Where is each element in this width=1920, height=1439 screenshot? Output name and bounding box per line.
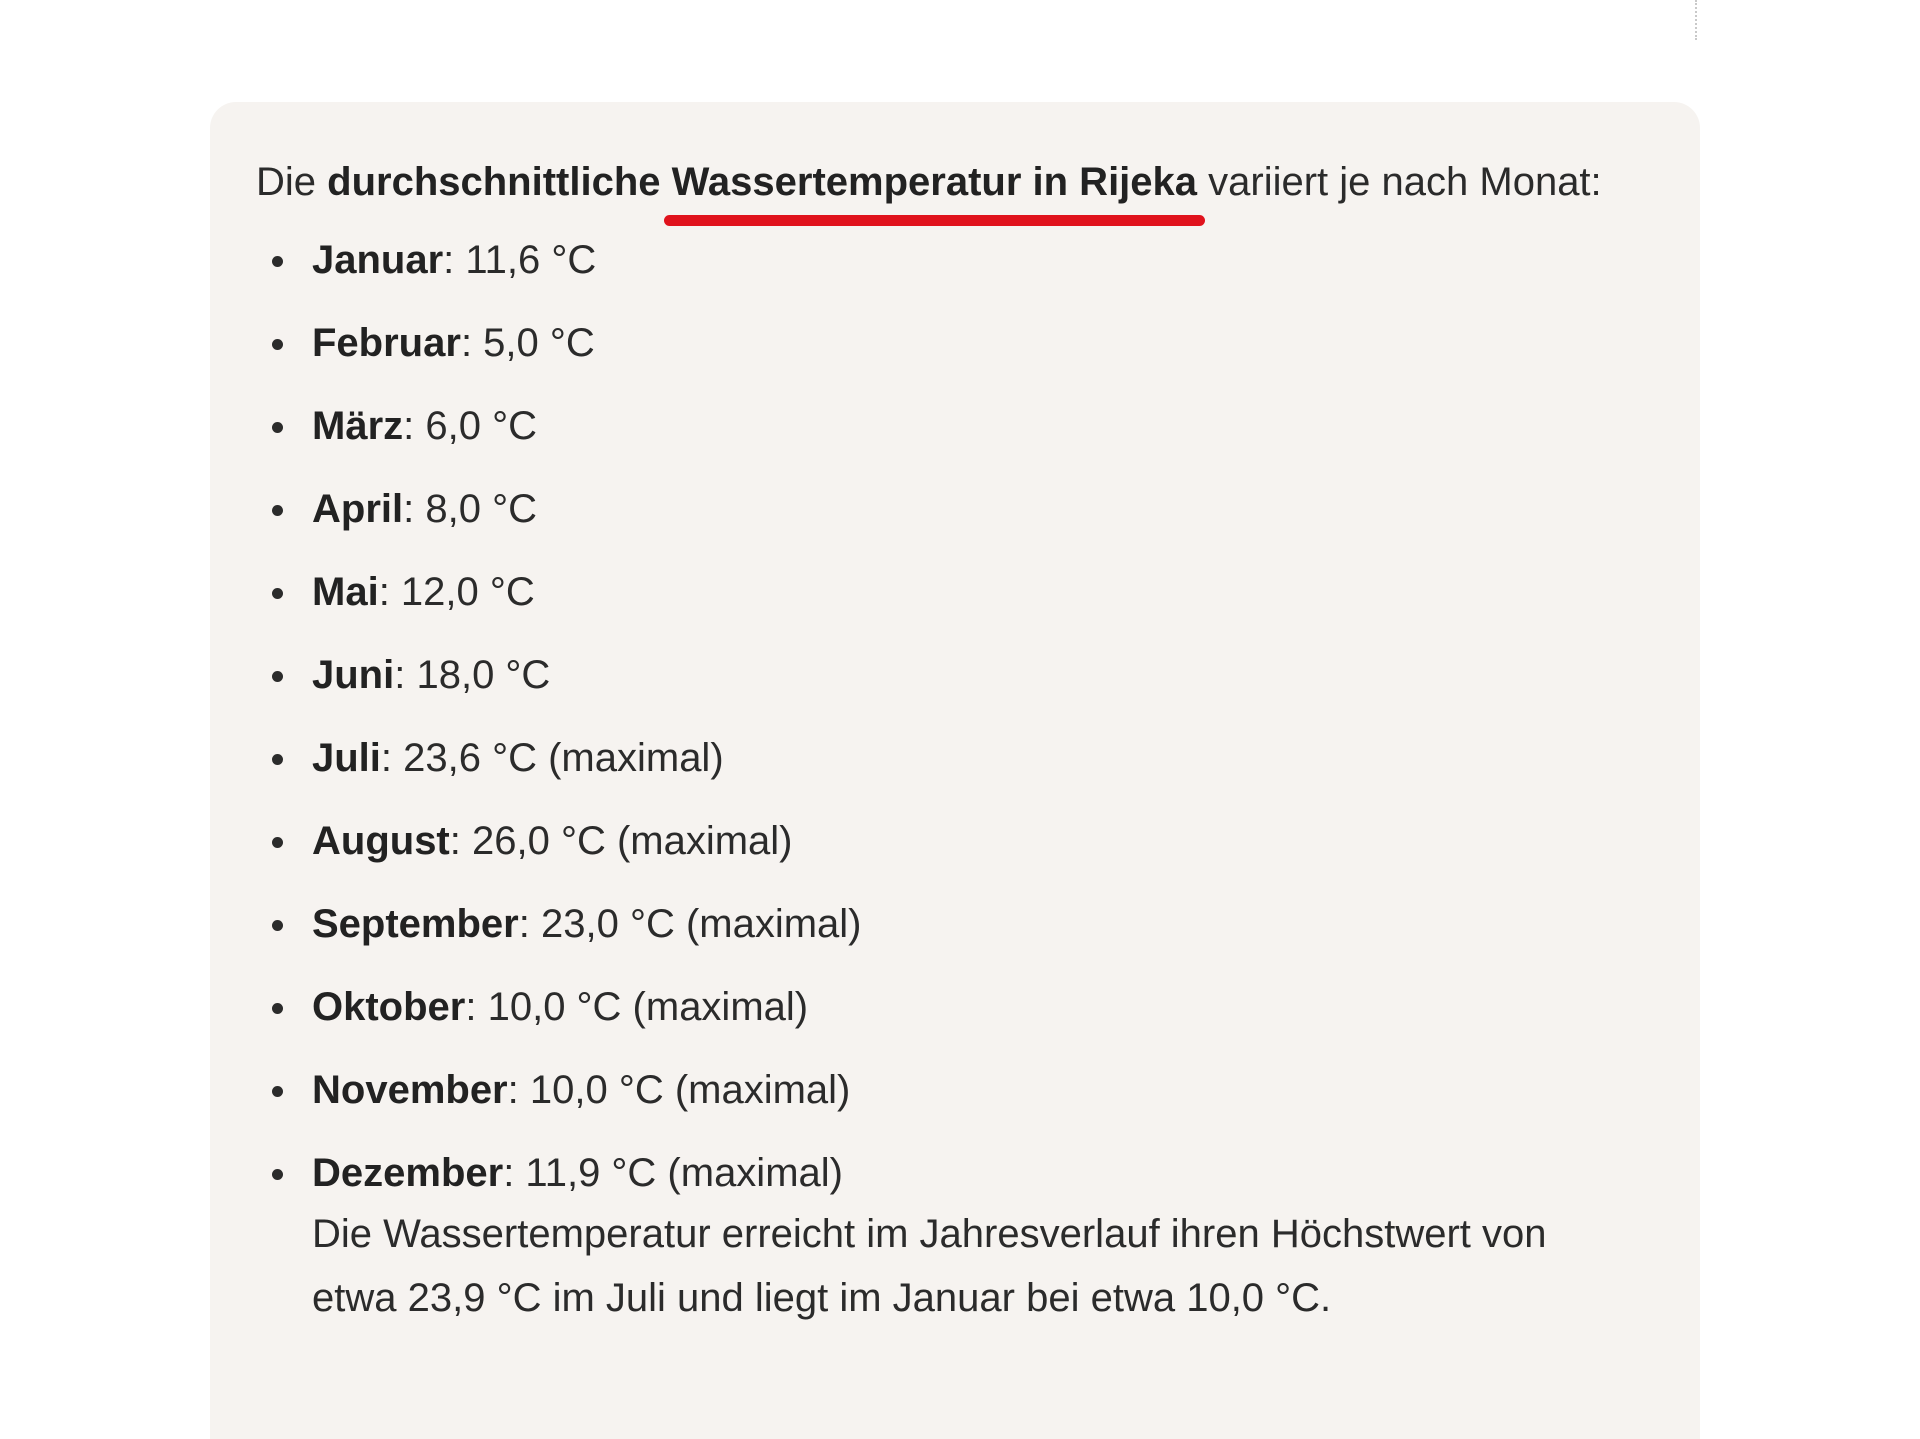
bullet-icon bbox=[272, 1086, 283, 1097]
intro-prefix: Die bbox=[256, 160, 328, 204]
month-name: Februar bbox=[312, 321, 461, 365]
month-value: : 10,0 °C (maximal) bbox=[465, 985, 809, 1029]
month-name: Mai bbox=[312, 570, 379, 614]
highlighted-phrase bbox=[672, 154, 1197, 210]
month-value: : 8,0 °C bbox=[403, 487, 537, 531]
month-value: : 18,0 °C bbox=[394, 653, 551, 697]
bullet-icon bbox=[272, 754, 283, 765]
bullet-icon bbox=[272, 339, 283, 350]
list-item-mai bbox=[256, 564, 1660, 620]
list-item-juli bbox=[256, 730, 1660, 786]
summary-line-2: etwa 23,9 °C im Juli und liegt im Januar bei etwa 10,0 °C. bbox=[312, 1276, 1332, 1320]
month-value: : 6,0 °C bbox=[403, 404, 537, 448]
month-name: November bbox=[312, 1068, 508, 1112]
bullet-icon bbox=[272, 422, 283, 433]
month-name: August bbox=[312, 819, 450, 863]
bullet-icon bbox=[272, 837, 283, 848]
bullet-icon bbox=[272, 256, 283, 267]
bullet-icon bbox=[272, 920, 283, 931]
month-name: Juli bbox=[312, 736, 381, 780]
month-value: : 26,0 °C (maximal) bbox=[449, 819, 793, 863]
list-item-august bbox=[256, 813, 1660, 869]
answer-card bbox=[210, 102, 1700, 1439]
bullet-icon bbox=[272, 1169, 283, 1180]
intro-suffix: variiert je nach Monat: bbox=[1197, 160, 1602, 204]
month-name: September bbox=[312, 902, 519, 946]
list-item-oktober bbox=[256, 979, 1660, 1035]
month-value: : 5,0 °C bbox=[460, 321, 595, 365]
top-edge-marker bbox=[1695, 0, 1700, 40]
list-item-januar bbox=[256, 232, 1660, 288]
month-value: : 10,0 °C (maximal) bbox=[507, 1068, 851, 1112]
list-item-september bbox=[256, 896, 1660, 952]
month-name: Dezember bbox=[312, 1151, 504, 1195]
month-name: Oktober bbox=[312, 985, 466, 1029]
summary-paragraph bbox=[312, 1202, 1660, 1330]
bullet-icon bbox=[272, 1003, 283, 1014]
bullet-icon bbox=[272, 671, 283, 682]
monthly-temperature-list bbox=[256, 232, 1660, 1201]
list-item-dezember bbox=[256, 1145, 1660, 1201]
bullet-icon bbox=[272, 588, 283, 599]
month-value: : 11,6 °C bbox=[443, 238, 597, 282]
month-name: Januar bbox=[312, 238, 444, 282]
list-item-november bbox=[256, 1062, 1660, 1118]
month-value: : 23,6 °C (maximal) bbox=[380, 736, 724, 780]
intro-sentence bbox=[256, 154, 1660, 210]
bullet-icon bbox=[272, 505, 283, 516]
red-underline-annotation bbox=[664, 215, 1205, 226]
month-name: März bbox=[312, 404, 404, 448]
intro-bold-topic: Wassertemperatur in Rijeka bbox=[671, 160, 1198, 204]
list-item-maerz bbox=[256, 398, 1660, 454]
list-item-februar bbox=[256, 315, 1660, 371]
summary-line-1: Die Wassertemperatur erreicht im Jahresverlauf ihren Höchstwert von bbox=[312, 1212, 1547, 1256]
list-item-april bbox=[256, 481, 1660, 537]
month-value: : 11,9 °C (maximal) bbox=[503, 1151, 843, 1195]
list-item-juni bbox=[256, 647, 1660, 703]
intro-bold-adjective: durchschnittliche bbox=[327, 160, 672, 204]
month-value: : 23,0 °C (maximal) bbox=[518, 902, 862, 946]
month-name: April bbox=[312, 487, 404, 531]
month-value: : 12,0 °C bbox=[378, 570, 535, 614]
month-name: Juni bbox=[312, 653, 395, 697]
